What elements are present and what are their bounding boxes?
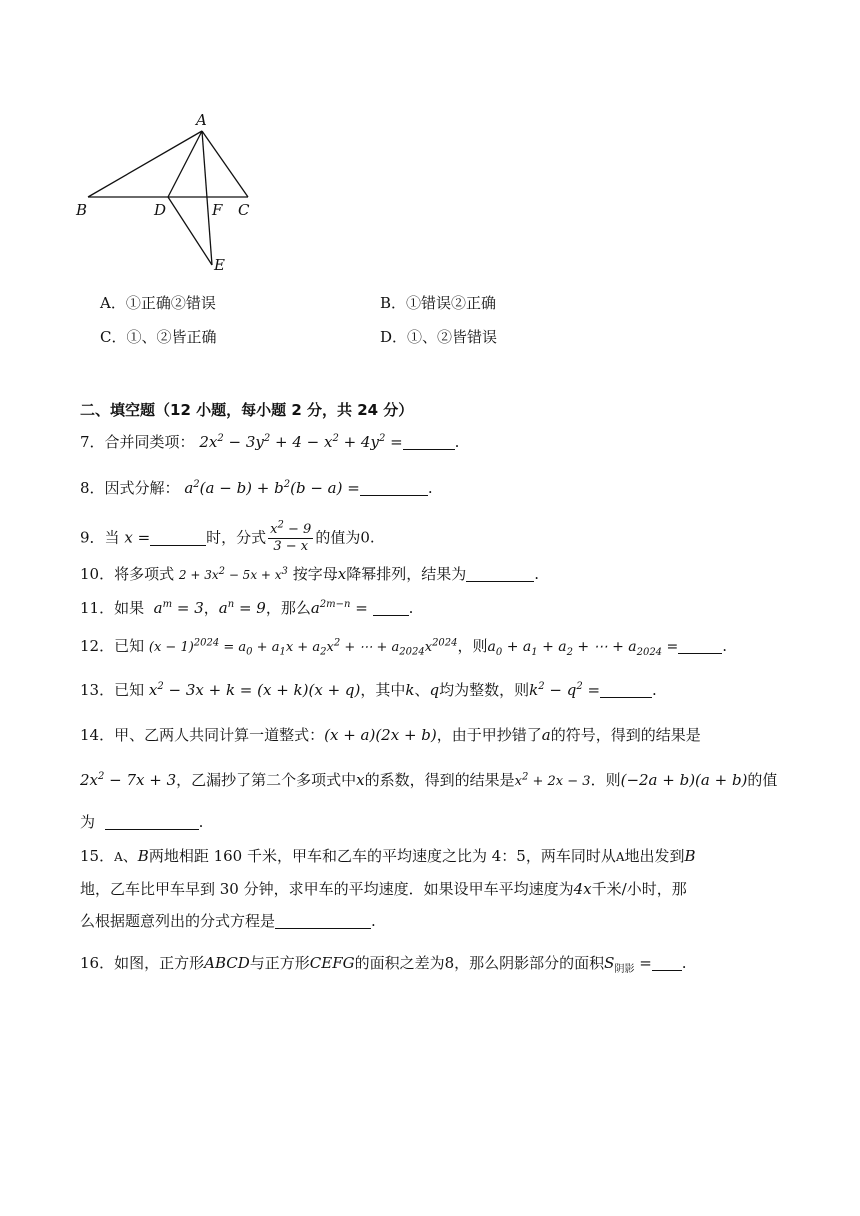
answer-blank-8[interactable] xyxy=(360,481,428,496)
label-D: D xyxy=(154,201,167,219)
question-7: 7．合并同类项： $2x^2 - 3y^2 + 4 - x^2 + 4y^2$ = . xyxy=(80,433,460,451)
question-14-line-3: 为 . xyxy=(80,813,204,831)
question-12: 12．已知 $(x - 1)^{2024} = a_0 + a_1x + a_2x^2$ + ⋯ + $a_{2024}x^{2024}$，则$a_0 + a_1 + a_2$ + ⋯ + $a_{2024}$ = . xyxy=(80,637,728,658)
answer-blank-14[interactable] xyxy=(105,815,199,830)
answer-blank-13[interactable] xyxy=(600,683,652,698)
answer-blank-16[interactable] xyxy=(652,956,682,971)
fraction: $\frac{x^2 - 9}{3 - x}$ xyxy=(270,519,312,554)
option-a[interactable]: A．①正确②错误 xyxy=(100,294,216,312)
answer-blank-9[interactable] xyxy=(150,531,206,546)
option-d[interactable]: D．①、②皆错误 xyxy=(380,328,498,346)
question-15-line-3: 么根据题意列出的分式方程是 . xyxy=(80,912,376,930)
question-16: 16．如图，正方形ABCD与正方形CEFG的面积之差为8，那么阴影部分的面积$S_{阴影}$ = . xyxy=(80,954,687,975)
question-15-line-1: 15．A、B两地相距 160 千米，甲车和乙车的平均速度之比为 4：5，两车同时从A地出发到B xyxy=(80,847,696,865)
question-14-line-1: 14．甲、乙两人共同计算一道整式：(x + a)(2x + b)，由于甲抄错了a的符号，得到的结果是 xyxy=(80,726,701,744)
question-14-line-2: $2x^2 - 7x + 3$，乙漏抄了第二个多项式中x的系数，得到的结果是$x^2 + 2x - 3$．则(−2a + b)(a + b)的值 xyxy=(80,771,778,789)
section-heading: 二、填空题（12 小题，每小题 2 分，共 24 分） xyxy=(80,401,414,419)
answer-blank-12[interactable] xyxy=(678,639,722,654)
answer-blank-11[interactable] xyxy=(373,601,409,616)
label-F: F xyxy=(212,201,223,219)
segment-DE xyxy=(168,197,212,265)
question-8: 8．因式分解： $a^2(a - b) + b^2(b - a)$ = . xyxy=(80,479,433,497)
question-10: 10．将多项式 $2 + 3x^2 - 5x + x^3$ 按字母x降幂排列，结果为 . xyxy=(80,565,539,583)
question-13: 13．已知 $x^2 - 3x + k = (x + k)(x + q)$，其中k、q均为整数，则$k^2 - q^2$ = . xyxy=(80,681,657,699)
answer-blank-7[interactable] xyxy=(403,435,455,450)
label-E: E xyxy=(214,256,225,274)
question-9: 9．当 x = 时，分式 $\frac{x^2 - 9}{3 - x}$ 的值为0. xyxy=(80,519,375,554)
segment-AE xyxy=(202,131,212,265)
option-b[interactable]: B．①错误②正确 xyxy=(380,294,497,312)
question-15-line-2: 地，乙车比甲车早到 30 分钟，求甲车的平均速度．如果设甲车平均速度为4x千米/小时，那 xyxy=(80,880,687,898)
question-11: 11．如果 $a^m = 3$，$a^n = 9$，那么$a^{2m-n}$ = . xyxy=(80,599,414,617)
answer-blank-15[interactable] xyxy=(275,914,371,929)
option-c[interactable]: C．①、②皆正确 xyxy=(100,328,217,346)
label-A: A xyxy=(196,111,207,129)
label-B: B xyxy=(76,201,88,219)
answer-blank-10[interactable] xyxy=(466,567,534,582)
label-C: C xyxy=(238,201,250,219)
segment-AC xyxy=(202,131,248,197)
triangle-figure xyxy=(70,105,280,275)
